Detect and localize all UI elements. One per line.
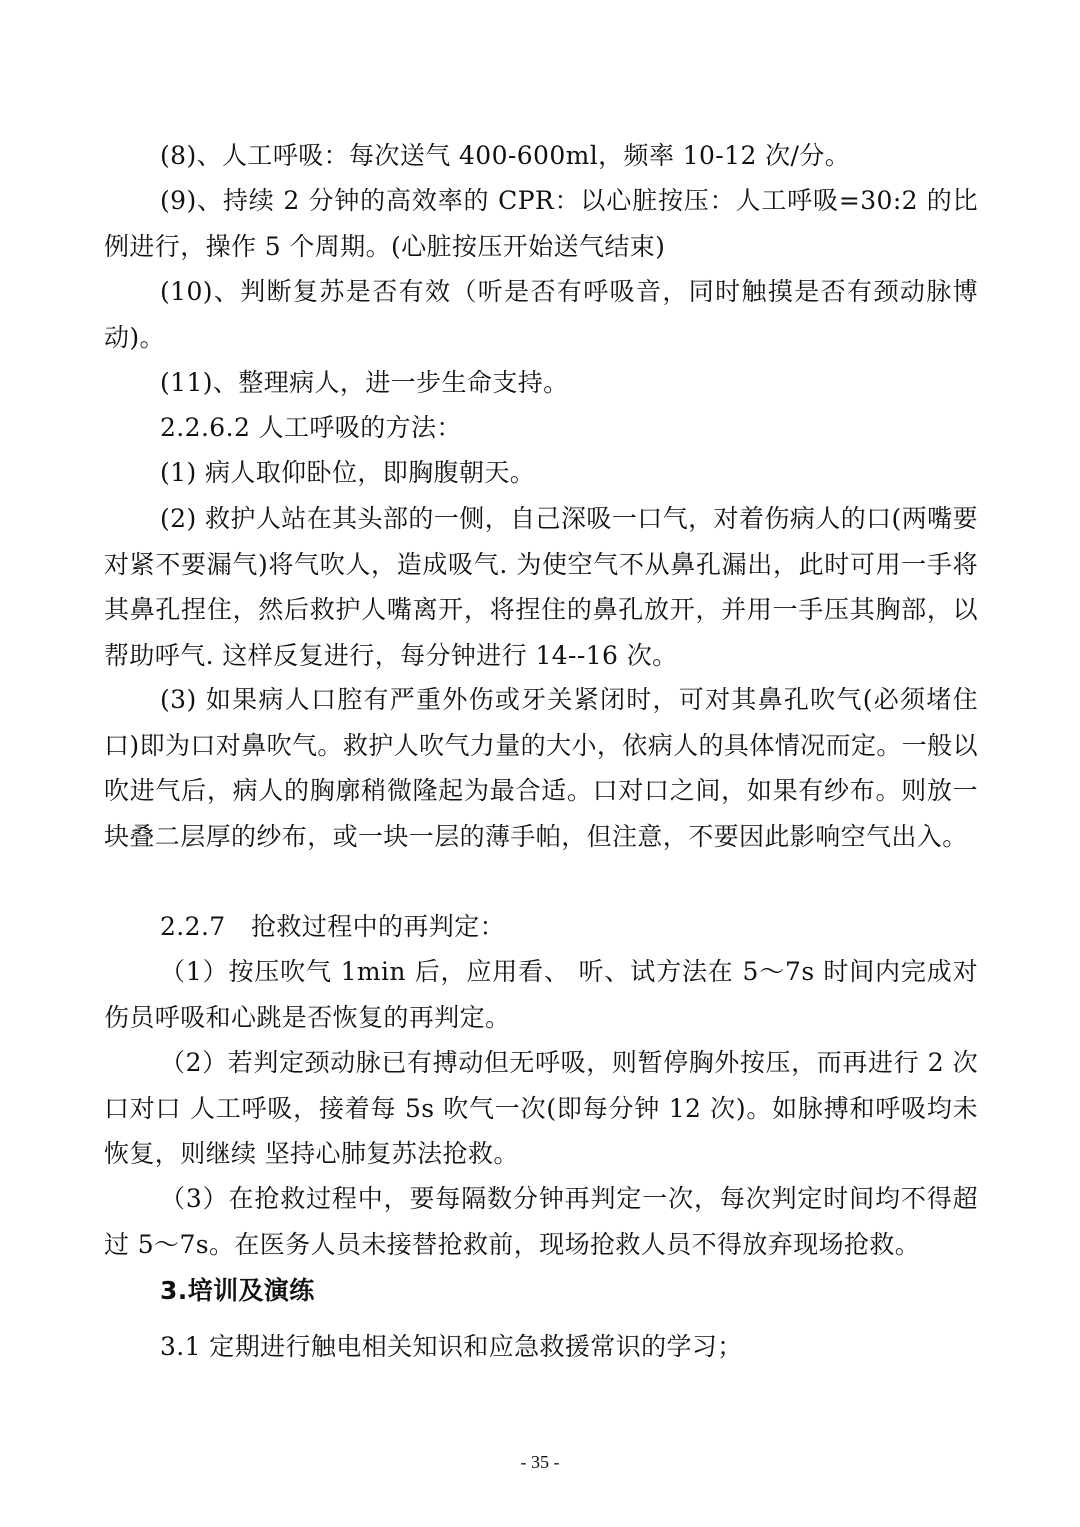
paragraph-method-2: (2) 救护人站在其头部的一侧，自己深吸一口气，对着伤病人的口(两嘴要对紧不要漏气)将气吹人，造成吸气. 为使空气不从鼻孔漏出，此时可用一手将其鼻孔捏住，然后救护人嘴离开，将捏住的鼻孔放开，并用一手压其胸部，以帮助呼气. 这样反复进行，每分钟进行 14--16 次。 — [104, 504, 978, 670]
paragraph-3-1: 3.1 定期进行触电相关知识和应急救援常识的学习； — [160, 1332, 743, 1361]
paragraph-method-3: (3) 如果病人口腔有严重外伤或牙关紧闭时，可对其鼻孔吹气(必须堵住口)即为口对鼻吹气。救护人吹气力量的大小，依病人的具体情况而定。一般以吹进气后，病人的胸廓稍微隆起为最合适。口对口之间，如果有纱布。则放一块叠二层厚的纱布，或一块一层的薄手帕，但注意，不要因此影响空气出入。 — [104, 685, 978, 851]
paragraph-reassess-3: （3）在抢救过程中，要每隔数分钟再判定一次，每次判定时间均不得超过 5～7s。在医务人员未接替抢救前，现场抢救人员不得放弃现场抢救。 — [104, 1184, 978, 1259]
paragraph-method-1: (1) 病人取仰卧位，即胸腹朝天。 — [160, 458, 536, 487]
paragraph-reassess-2: （2）若判定颈动脉已有搏动但无呼吸，则暂停胸外按压，而再进行 2 次口对口 人工呼吸，接着每 5s 吹气一次(即每分钟 12 次)。如脉搏和呼吸均未恢复，则继续 坚持心肺复苏法抢救。 — [104, 1048, 978, 1168]
paragraph-step-8: (8)、人工呼吸：每次送气 400-600ml，频率 10-12 次/分。 — [160, 141, 851, 170]
paragraph-step-11: (11)、整理病人，进一步生命支持。 — [160, 368, 569, 397]
paragraph-step-9: (9)、持续 2 分钟的高效率的 CPR：以心脏按压：人工呼吸=30:2 的比例进行，操作 5 个周期。(心脏按压开始送气结束) — [104, 186, 978, 261]
section-heading-2-2-7: 2.2.7 抢救过程中的再判定： — [160, 912, 506, 941]
section-heading-3: 3.培训及演练 — [160, 1276, 315, 1305]
paragraph-reassess-1: （1）按压吹气 1min 后，应用看、 听、试方法在 5～7s 时间内完成对伤员呼吸和心跳是否恢复的再判定。 — [104, 957, 978, 1032]
section-heading-2-2-6-2: 2.2.6.2 人工呼吸的方法： — [160, 413, 462, 442]
page-number: - 35 - — [520, 1452, 560, 1472]
paragraph-step-10: (10)、判断复苏是否有效（听是否有呼吸音，同时触摸是否有颈动脉博动)。 — [104, 277, 978, 352]
